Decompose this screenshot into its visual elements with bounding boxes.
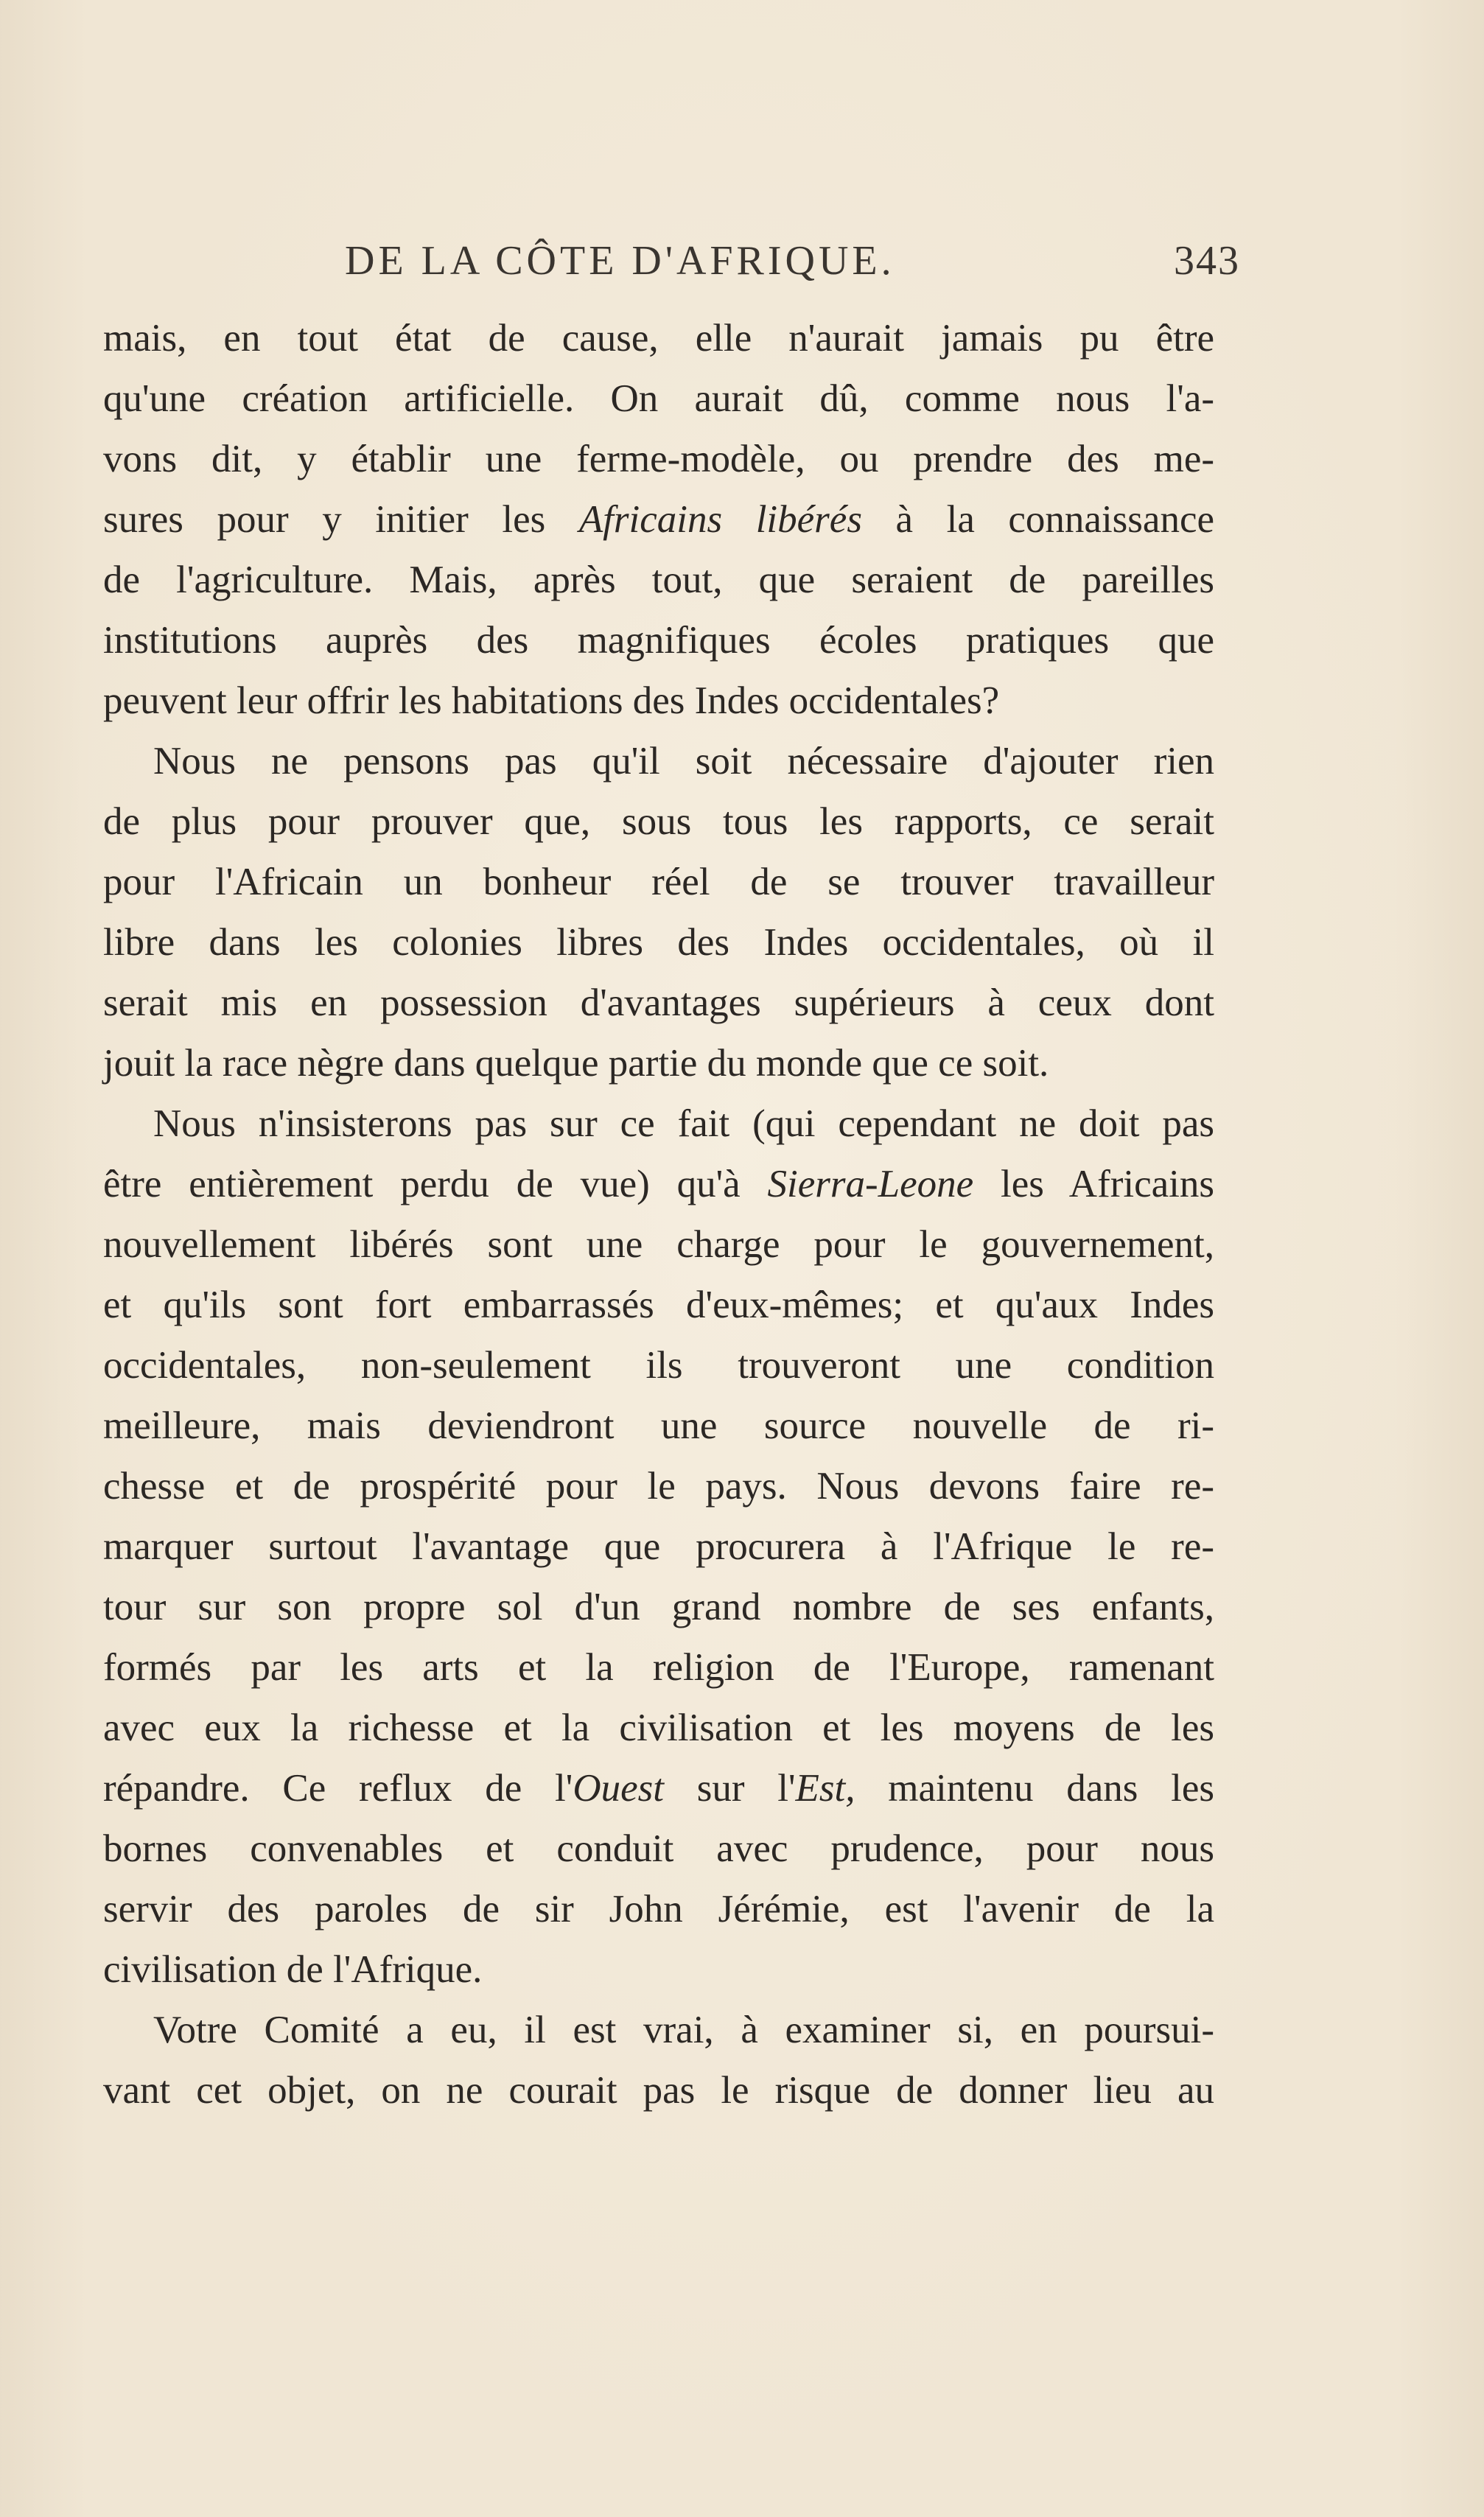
text-line: [103, 1154, 1214, 1214]
text-line: et qu'ils sont fort embarrassés d'eux-mêmes; et qu'aux Indes: [103, 1284, 1214, 1326]
text-line: Nous ne pensons pas qu'il soit nécessaire d'ajouter rien: [153, 740, 1214, 783]
text-line: mais, en tout état de cause, elle n'aurait jamais pu être: [103, 317, 1214, 360]
paragraph-4: [103, 2000, 1214, 2121]
text-line: vant cet objet, on ne courait pas le risque de donner lieu au: [103, 2069, 1214, 2112]
text-line: institutions auprès des magnifiques écoles pratiques que: [103, 619, 1214, 662]
text-line: Nous n'insisterons pas sur ce fait (qui cependant ne doit pas: [153, 1102, 1214, 1145]
italic-place-name: Sierra-Leone: [767, 1163, 974, 1205]
text-line: civilisation de l'Afrique.: [103, 1948, 483, 1991]
running-head: [345, 237, 1240, 296]
text-line: avec eux la richesse et la civilisation et les moyens de les: [103, 1706, 1214, 1749]
text-line: servir des paroles de sir John Jérémie, est l'avenir de la: [103, 1888, 1214, 1930]
text-run: être entièrement perdu de vue) qu'à: [103, 1163, 768, 1205]
text-line: [103, 489, 1214, 550]
text-line: vons dit, y établir une ferme-modèle, ou prendre des me-: [103, 438, 1214, 480]
text-run: sures pour y initier les: [103, 498, 579, 541]
italic-term: Africains libérés: [578, 498, 862, 541]
text-line: libre dans les colonies libres des Indes occidentales, où il: [103, 921, 1214, 964]
page-number: 343: [1174, 238, 1240, 284]
text-line: tour sur son propre sol d'un grand nombre de ses enfants,: [103, 1586, 1214, 1628]
italic-term: Ouest: [573, 1767, 664, 1810]
text-line: qu'une création artificielle. On aurait dû, comme nous l'a-: [103, 377, 1214, 420]
text-line: nouvellement libérés sont une charge pour le gouvernement,: [103, 1223, 1214, 1266]
paragraph-3: [103, 1093, 1214, 2000]
running-title: DE LA CÔTE D'AFRIQUE.: [345, 238, 895, 284]
text-line: de plus pour prouver que, sous tous les rapports, ce serait: [103, 800, 1214, 843]
text-line: Votre Comité a eu, il est vrai, à examiner si, en poursui-: [153, 2009, 1214, 2051]
text-line: bornes convenables et conduit avec prudence, pour nous: [103, 1827, 1214, 1870]
paragraph-2: [103, 731, 1214, 1093]
text-run: répandre. Ce reflux de l': [103, 1767, 573, 1810]
text-line: pour l'Africain un bonheur réel de se trouver travailleur: [103, 861, 1214, 903]
paragraph-1: [103, 308, 1214, 731]
text-line: occidentales, non-seulement ils trouveront une condition: [103, 1344, 1214, 1387]
text-run: les Africains: [973, 1163, 1214, 1205]
text-line: formés par les arts et la religion de l'Europe, ramenant: [103, 1646, 1214, 1689]
text-line: peuvent leur offrir les habitations des Indes occidentales?: [103, 679, 1000, 722]
text-line: meilleure, mais deviendront une source nouvelle de ri-: [103, 1404, 1214, 1447]
text-line: serait mis en possession d'avantages supérieurs à ceux dont: [103, 981, 1214, 1024]
text-run: à la connaissance: [861, 498, 1214, 541]
text-run: sur l': [663, 1767, 796, 1810]
text-line: chesse et de prospérité pour le pays. Nous devons faire re-: [103, 1465, 1214, 1508]
text-line: jouit la race nègre dans quelque partie du monde que ce soit.: [103, 1042, 1049, 1085]
italic-term: Est,: [795, 1767, 855, 1810]
text-line: de l'agriculture. Mais, après tout, que seraient de pareilles: [103, 559, 1214, 601]
text-run: maintenu dans les: [855, 1767, 1214, 1810]
text-line: [103, 1758, 1214, 1818]
body-text: [103, 308, 1214, 2121]
text-line: marquer surtout l'avantage que procurera à l'Afrique le re-: [103, 1525, 1214, 1568]
